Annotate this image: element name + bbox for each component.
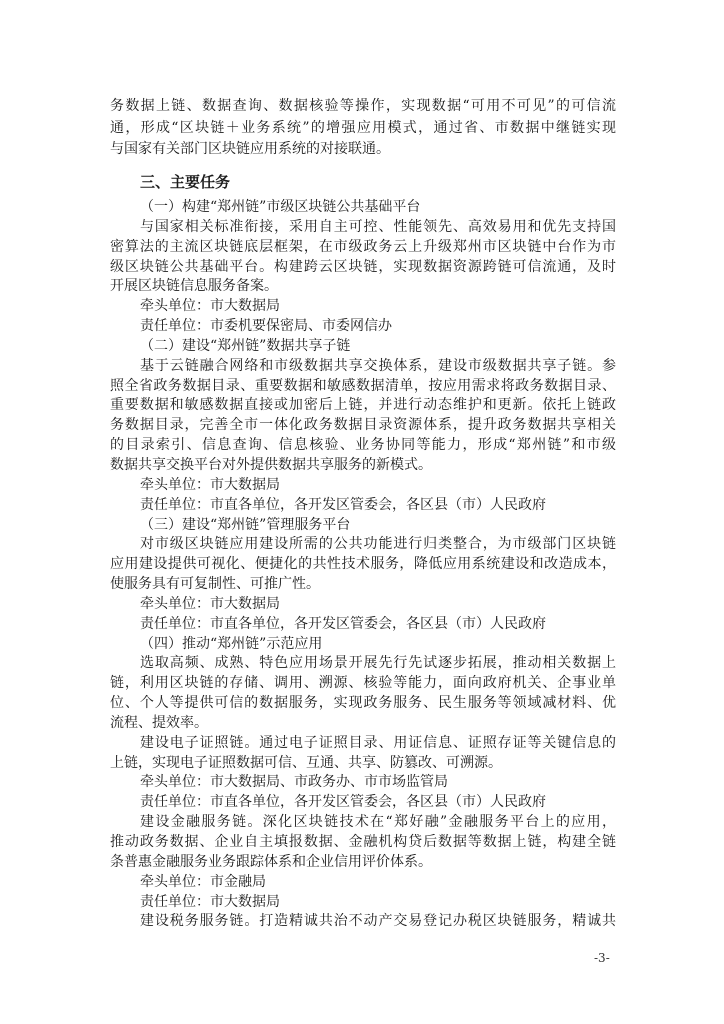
paragraph-line: 务数据目录，完善全市一体化政务数据目录资源体系，提升政务数据共享相关 [110, 417, 616, 434]
paragraph-line: 务数据上链、数据查询、数据核验等操作，实现数据“可用不可见”的可信流 [110, 98, 616, 114]
responsible-unit: 责任单位：市直各单位，各开发区管委会，各区县（市）人民政府 [140, 496, 546, 513]
paragraph-line: 应用建设提供可视化、便捷化的共性技术服务，降低应用系统建设和改造成本， [110, 556, 616, 573]
paragraph-line: 建设电子证照链。通过电子证照目录、用证信息、证照存证等关键信息的 [140, 734, 616, 751]
task-4 [110, 635, 616, 933]
task-title: （一）构建“郑州链”市级区块链公共基础平台 [140, 199, 421, 215]
paragraph-line: 流程、提效率。 [110, 714, 208, 731]
paragraph-line: 上链，实现电子证照数据可信、互通、共享、防篡改、可溯源。 [110, 754, 502, 771]
responsible-unit: 责任单位：市直各单位，各开发区管委会，各区县（市）人民政府 [140, 615, 546, 632]
paragraph-line: 数据共享交换平台对外提供数据共享服务的新模式。 [110, 456, 432, 473]
paragraph-line: 选取高频、成熟、特色应用场景开展先行先试逐步拓展，推动相关数据上 [140, 655, 616, 672]
task-title: （三）建设“郑州链”管理服务平台 [140, 516, 351, 533]
section-heading-block [110, 171, 616, 193]
task-title: （四）推动“郑州链”示范应用 [140, 635, 323, 652]
responsible-unit: 责任单位：市直各单位，各开发区管委会，各区县（市）人民政府 [140, 794, 546, 811]
paragraph-line: 级区块链公共基础平台。构建跨云区块链，实现数据资源跨链可信流通，及时 [110, 258, 616, 275]
task-2 [110, 337, 616, 516]
paragraph-line: 与国家有关部门区块链应用系统的对接联通。 [110, 141, 390, 157]
section-heading: 三、主要任务 [140, 173, 231, 191]
page-number: -3- [594, 951, 610, 965]
paragraph-line: 重要数据和敏感数据直接或加密后上链，并进行动态维护和更新。依托上链政 [110, 397, 616, 414]
paragraph-line: 建设税务服务链。打造精诚共治不动产交易登记办税区块链服务，精诚共 [140, 913, 616, 930]
paragraph-line: 建设金融服务链。深化区块链技术在“郑好融”金融服务平台上的应用， [140, 814, 616, 831]
subitem-tax-chain [110, 912, 616, 932]
paragraph-line: 开展区块链信息服务备案。 [110, 278, 278, 295]
subitem-e-license-chain [110, 734, 616, 813]
paragraph-line: 照全省政务数据目录、重要数据和敏感数据清单，按应用需求将政务数据目录、 [110, 377, 616, 394]
task-title: （二）建设“郑州链”数据共享子链 [140, 337, 351, 354]
responsible-unit: 责任单位：市委机要保密局、市委网信办 [140, 318, 392, 335]
lead-unit: 牵头单位：市大数据局 [140, 298, 280, 315]
task-1 [110, 198, 616, 337]
main-tasks [110, 198, 616, 932]
paragraph-line: 使服务具有可复制性、可推广性。 [110, 576, 320, 593]
paragraph-line: 与国家相关标准衔接，采用自主可控、性能领先、高效易用和优先支持国 [140, 218, 616, 235]
paragraph-line: 位、个人等提供可信的数据服务，实现政务服务、民生服务等领域减材料、优 [110, 695, 616, 712]
intro-paragraph [110, 96, 616, 161]
subitem-finance-chain [110, 813, 616, 912]
paragraph-line: 通，形成“区块链＋业务系统”的增强应用模式，通过省、市数据中继链实现 [110, 119, 616, 136]
paragraph-line: 推动政务数据、企业自主填报数据、金融机构贷后数据等数据上链，构建全链 [110, 834, 616, 850]
lead-unit: 牵头单位：市大数据局、市政务办、市市场监管局 [140, 774, 448, 791]
lead-unit: 牵头单位：市金融局 [140, 873, 266, 890]
paragraph-line: 对市级区块链应用建设所需的公共功能进行归类整合，为市级部门区块链 [140, 536, 616, 553]
paragraph-line: 条普惠金融服务业务跟踪体系和企业信用评价体系。 [110, 853, 432, 870]
paragraph-line: 链，利用区块链的存储、调用、溯源、核验等能力，面向政府机关、企事业单 [110, 675, 616, 692]
lead-unit: 牵头单位：市大数据局 [140, 595, 280, 612]
responsible-unit: 责任单位：市大数据局 [140, 893, 280, 910]
paragraph-line: 密算法的主流区块链底层框架，在市级政务云上升级郑州市区块链中台作为市 [110, 238, 616, 255]
paragraph-line: 基于云链融合网络和市级数据共享交换体系，建设市级数据共享子链。参 [140, 357, 616, 374]
lead-unit: 牵头单位：市大数据局 [140, 476, 280, 493]
task-3 [110, 516, 616, 635]
paragraph-line: 的目录索引、信息查询、信息核验、业务协同等能力，形成“郑州链”和市级 [110, 437, 616, 454]
